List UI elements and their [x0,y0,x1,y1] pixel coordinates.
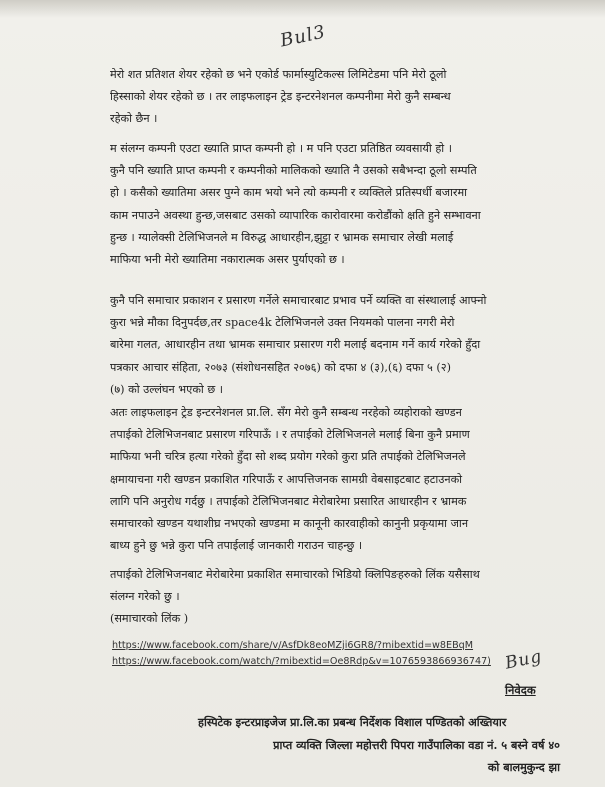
text-line: बारेमा गलत, आधारहीन तथा भ्रामक समाचार प्रसारण गरी मलाई बदनाम गर्ने कार्य गरेको हुँदा [110,338,481,352]
applicant-line: हस्पिटेक इन्टरप्राइजेज प्रा.लि.का प्रबन्ध निर्देशक विशाल पण्डितको अख्तियार [198,715,507,729]
link-list [112,638,491,670]
text-line: हुन्छ । ग्यालेक्सी टेलिभिजनले म विरुद्ध आधारहीन,झुट्टा र भ्रामक समाचार लेखी मलाई [110,230,454,244]
text-line: लागि पनि अनुरोध गर्दछु । तपाईको टेलिभिजनबाट मेरोबारेमा प्रसारित आधारहीन र भ्रामक [110,494,467,508]
text-line: अतः लाइफलाइन ट्रेड इन्टरनेशनल प्रा.लि. सँग मेरो कुनै सम्बन्ध नरहेको व्यहोराको खण्डन [110,406,462,419]
applicant-label: निवेदक [505,683,536,697]
news-link[interactable]: https://www.facebook.com/share/v/AsfDk8eoMZji6GR8/?mibextid=w8EBqM [112,640,474,651]
text-line: (७) को उल्लंघन भएको छ । [110,382,224,396]
text-line: रहेको छैन । [110,112,158,126]
text-line: कुनै पनि ख्याति प्राप्त कम्पनी र कम्पनीको मालिकको ख्याति नै उसको सबैभन्दा ठूलो सम्पति [110,164,477,178]
text-line: मेरो शत प्रतिशत शेयर रहेको छ भने एकोर्ड फार्मास्युटिकल्स लिमिटेडमा पनि मेरो ठूलो [110,68,447,81]
text-line: काम नपाउने अवस्था हुन्छ,जसबाट उसको व्यापारिक कारोवारमा करोडौंको क्षति हुने सम्भावना [110,208,481,222]
signature-top: Bul3 [278,21,328,52]
text-line: हो । कसैको ख्यातिमा असर पुग्ने काम भयो भने त्यो कम्पनी र व्यक्तिले प्रतिस्पर्धी बजारमा [110,186,468,200]
paragraph-attachments [110,564,560,631]
text-line: क्षमायाचना गरी खण्डन प्रकाशित गरिपाऊँ र आपत्तिजनक सामग्री वेबसाइटबाट हटाउनको [110,472,463,486]
text-line: तपाईको टेलिभिजनबाट मेरोबारेमा प्रकाशित समाचारको भिडियो क्लिपिङहरुको लिंक यसैसाथ [110,568,480,581]
signature-bottom: Bug [503,646,544,674]
news-link[interactable]: https://www.facebook.com/watch/?mibextid=Oe8Rdp&v=1076593866936747) [112,656,491,667]
text-line: हिस्साको शेयर रहेको छ । तर लाइफलाइन ट्रेड इन्टरनेशनल कम्पनीमा मेरो कुनै सम्बन्ध [110,90,451,104]
text-line: कुरा भन्ने मौका दिनुपर्दछ,तर space4k टेलिभिजनले उक्त नियमको पालना नगरी मेरो [110,316,455,330]
applicant-details [198,711,560,779]
text-line: बाध्य हुने छु भन्ने कुरा पनि तपाईलाई जानकारी गराउन चाहन्छु । [110,539,363,553]
text-line: संलग्न गरेको छु । [110,590,180,604]
applicant-line: को बालमुकुन्द झा [487,760,560,775]
paragraph-reputation [110,138,560,271]
text-line: म संलग्न कम्पनी एउटा ख्याति प्राप्त कम्पनी हो । म पनि एउटा प्रतिष्ठित व्यवसायी हो । [110,142,452,155]
paragraph-code-of-conduct [110,290,560,401]
text-line: माफिया भनी चरित्र हत्या गरेको हुँदा सो शब्द प्रयोग गरेको कुरा प्रति तपाईको टेलिभिजनले [110,450,466,464]
text-line: कुनै पनि समाचार प्रकाशन र प्रसारण गर्नेले समाचारबाट प्रभाव पर्ने व्यक्ति वा संस्थालाई आफ्नो [110,294,487,307]
paragraph-ownership [110,64,560,131]
text-line: तपाईको टेलिभिजनबाट प्रसारण गरिपाऊँ । र तपाईको टेलिभिजनले मलाई बिना कुनै प्रमाण [110,428,470,442]
text-line: समाचारको खण्डन यथाशीघ्र नभएको खण्डमा म कानूनी कारवाहीको कानुनी प्रकृयामा जान [110,516,469,530]
text-line: पत्रकार आचार संहिता, २०७३ (संशोधनसहित २०७६) को दफा ४ (३),(६) दफा ५ (२) [110,360,451,374]
text-line: (समाचारको लिंक ) [110,612,189,626]
scan-shadow [0,0,605,18]
text-line: माफिया भनी मेरो ख्यातिमा नकारात्मक असर पुर्याएको छ । [110,252,345,266]
paragraph-request [110,402,560,557]
applicant-line: प्राप्त व्यक्ति जिल्ला महोत्तरी पिपरा गाउँपालिका वडा नं. ५ बस्ने वर्ष ४० [273,737,560,752]
